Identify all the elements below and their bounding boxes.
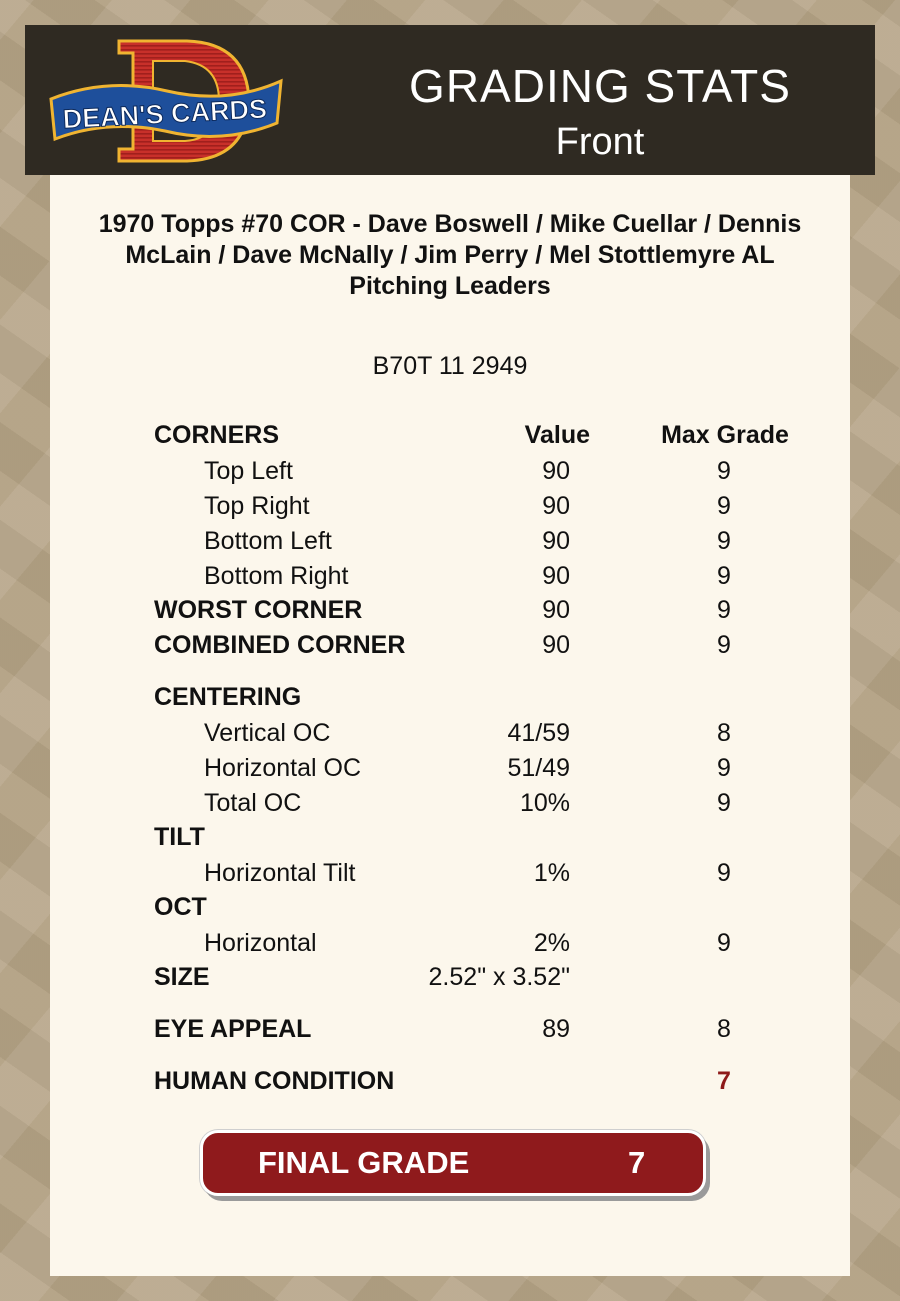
max-grade-column-header: Max Grade bbox=[661, 421, 789, 449]
stat-max-grade: 9 bbox=[717, 859, 731, 887]
stat-value: 90 bbox=[542, 492, 570, 520]
stat-row-oct-horizontal bbox=[50, 929, 850, 959]
stat-value: 90 bbox=[542, 596, 570, 624]
card-title: 1970 Topps #70 COR - Dave Boswell / Mike Cuellar / Dennis McLain / Dave McNally / Jim Perry / Mel Stottlemyre AL Pitching Leaders bbox=[98, 210, 802, 300]
section-label: CORNERS bbox=[154, 421, 280, 449]
stat-label: Bottom Left bbox=[204, 527, 332, 555]
stat-max-grade: 8 bbox=[717, 719, 731, 747]
header-bar bbox=[25, 25, 875, 175]
stat-max-grade: 9 bbox=[717, 929, 731, 957]
grading-panel bbox=[50, 175, 850, 1276]
stat-row-horizontal-oc bbox=[50, 754, 850, 784]
stat-max-grade: 9 bbox=[717, 631, 731, 659]
stat-value: 90 bbox=[542, 562, 570, 590]
stat-max-grade: 9 bbox=[717, 527, 731, 555]
stat-row-top-left bbox=[50, 457, 850, 487]
section-label: TILT bbox=[154, 823, 205, 851]
tilt-header-row bbox=[50, 823, 850, 853]
corners-header-row bbox=[50, 421, 850, 451]
stat-label: EYE APPEAL bbox=[154, 1015, 312, 1043]
stat-row-top-right bbox=[50, 492, 850, 522]
deans-cards-logo bbox=[47, 37, 287, 165]
stat-row-horizontal-tilt bbox=[50, 859, 850, 889]
stat-max-grade: 9 bbox=[717, 789, 731, 817]
stat-row-total-oc bbox=[50, 789, 850, 819]
stat-value: 2% bbox=[533, 929, 570, 957]
stat-value: 41/59 bbox=[507, 719, 570, 747]
stat-max-grade: 9 bbox=[717, 457, 731, 485]
stat-label: HUMAN CONDITION bbox=[154, 1067, 395, 1095]
section-label: OCT bbox=[154, 893, 207, 921]
oct-header-row bbox=[50, 893, 850, 923]
stat-label: Vertical OC bbox=[204, 719, 331, 747]
value-column-header: Value bbox=[524, 421, 590, 449]
centering-header-row bbox=[50, 683, 850, 713]
stat-label: Horizontal Tilt bbox=[204, 859, 356, 887]
stat-label: Bottom Right bbox=[204, 562, 349, 590]
stat-label: COMBINED CORNER bbox=[154, 631, 406, 659]
section-label: CENTERING bbox=[154, 683, 302, 711]
final-grade-banner bbox=[200, 1130, 706, 1196]
stat-label: SIZE bbox=[154, 963, 210, 991]
stat-label: WORST CORNER bbox=[154, 596, 363, 624]
stat-label: Total OC bbox=[204, 789, 302, 817]
stat-label: Top Right bbox=[204, 492, 310, 520]
stat-row-bottom-right bbox=[50, 562, 850, 592]
stat-row-worst-corner bbox=[50, 596, 850, 626]
logo-text: DEAN'S CARDS bbox=[61, 93, 268, 135]
stat-row-bottom-left bbox=[50, 527, 850, 557]
stat-max-grade: 9 bbox=[717, 492, 731, 520]
stat-row-eye-appeal bbox=[50, 1015, 850, 1045]
cert-number: B70T 11 2949 bbox=[372, 352, 528, 380]
stat-value: 90 bbox=[542, 631, 570, 659]
stat-max-grade: 8 bbox=[717, 1015, 731, 1043]
stat-max-grade: 9 bbox=[717, 754, 731, 782]
stat-value: 89 bbox=[542, 1015, 570, 1043]
stat-value: 2.52" x 3.52" bbox=[428, 963, 570, 991]
stat-row-human-condition bbox=[50, 1067, 850, 1097]
stat-row-size bbox=[50, 963, 850, 993]
stat-value: 90 bbox=[542, 457, 570, 485]
final-grade-label: FINAL GRADE bbox=[258, 1145, 470, 1180]
stat-label: Horizontal OC bbox=[204, 754, 361, 782]
stat-value: 51/49 bbox=[507, 754, 570, 782]
stat-value: 1% bbox=[533, 859, 570, 887]
stat-label: Top Left bbox=[204, 457, 293, 485]
stat-max-grade: 9 bbox=[717, 562, 731, 590]
final-grade-value: 7 bbox=[628, 1145, 646, 1180]
stat-value: 90 bbox=[542, 527, 570, 555]
page-subtitle: Front bbox=[555, 121, 645, 163]
stat-row-vertical-oc bbox=[50, 719, 850, 749]
stat-max-grade: 9 bbox=[717, 596, 731, 624]
stat-row-combined-corner bbox=[50, 631, 850, 661]
stat-max-grade: 7 bbox=[717, 1067, 731, 1095]
stat-value: 10% bbox=[519, 789, 570, 817]
stat-label: Horizontal bbox=[204, 929, 317, 957]
page-title: GRADING STATS bbox=[409, 60, 791, 112]
